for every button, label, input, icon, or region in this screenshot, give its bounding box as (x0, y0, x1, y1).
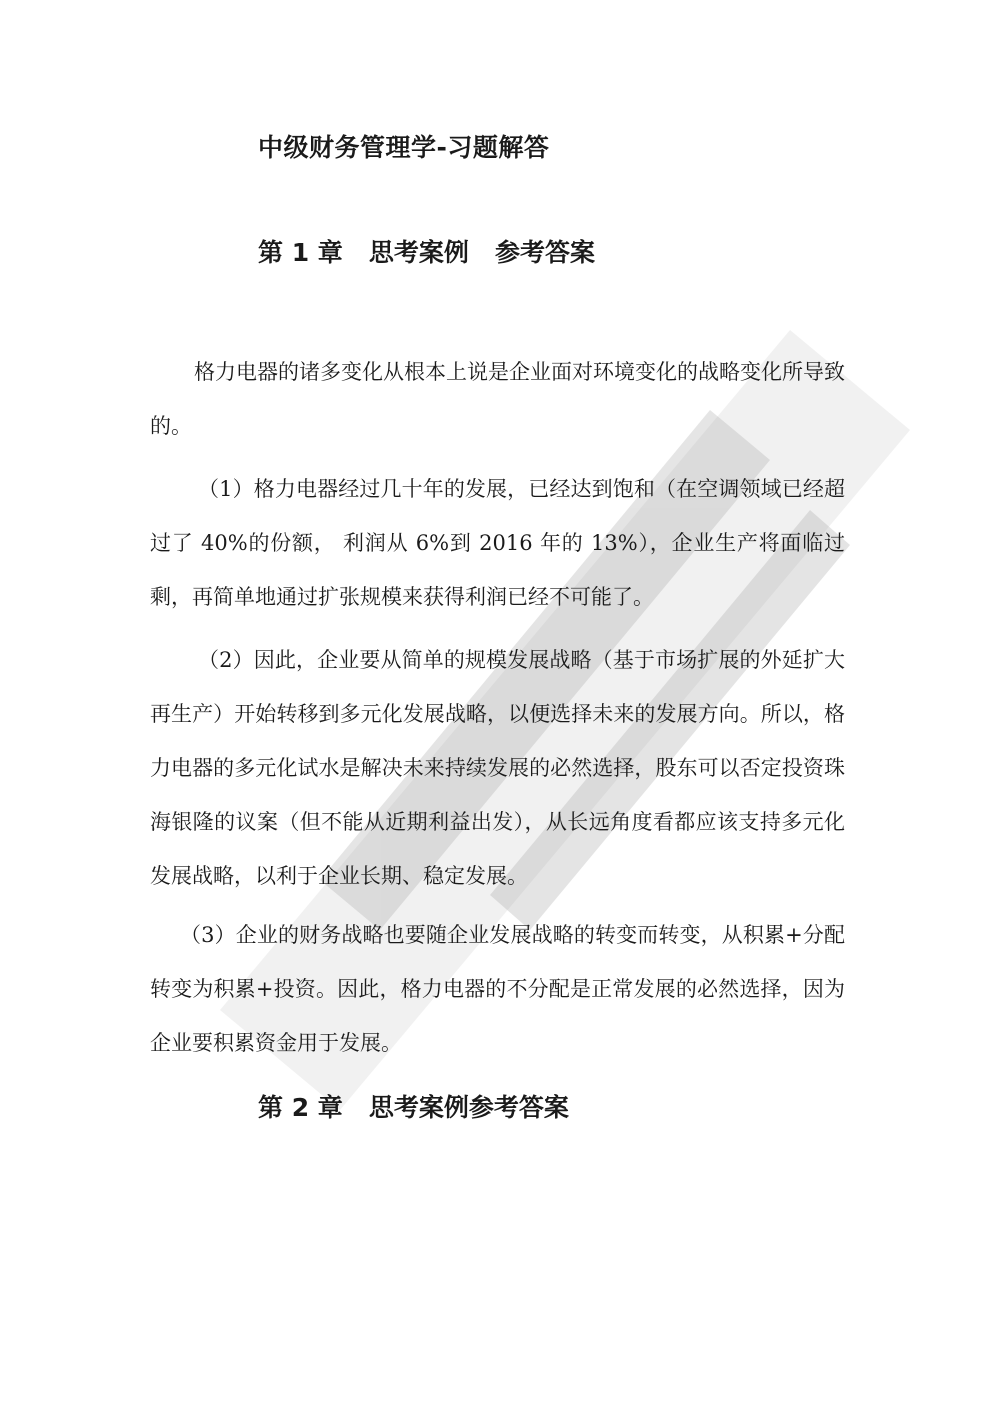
chapter-2-heading: 第 2 章 思考案例参考答案 (258, 1093, 569, 1122)
chapter-1-heading: 第 1 章 思考案例 参考答案 (258, 238, 596, 267)
document-title: 中级财务管理学-习题解答 (258, 133, 550, 162)
chapter-1-intro-paragraph: 格力电器的诸多变化从根本上说是企业面对环境变化的战略变化所导致的。 (150, 360, 845, 438)
answer-point-3: （3）企业的财务战略也要随企业发展战略的转变而转变，从积累+分配转变为积累+投资。因此，格力电器的不分配是正常发展的必然选择，因为企业要积累资金用于发展。 (150, 923, 845, 1055)
answer-point-2: （2）因此，企业要从简单的规模发展战略（基于市场扩展的外延扩大再生产）开始转移到多元化发展战略，以便选择未来的发展方向。所以，格力电器的多元化试水是解决未来持续发展的必然选择，股东可以否定投资珠海银隆的议案（但不能从近期利益出发），从长远角度看都应该支持多元化发展战略，以利于企业长期、稳定发展。 (150, 648, 845, 888)
answer-point-1: （1）格力电器经过几十年的发展，已经达到饱和（在空调领域已经超过了 40%的份额， 利润从 6%到 2016 年的 13%），企业生产将面临过剩，再简单地通过扩张规模来获得利润已经不可能了。 (150, 477, 845, 609)
